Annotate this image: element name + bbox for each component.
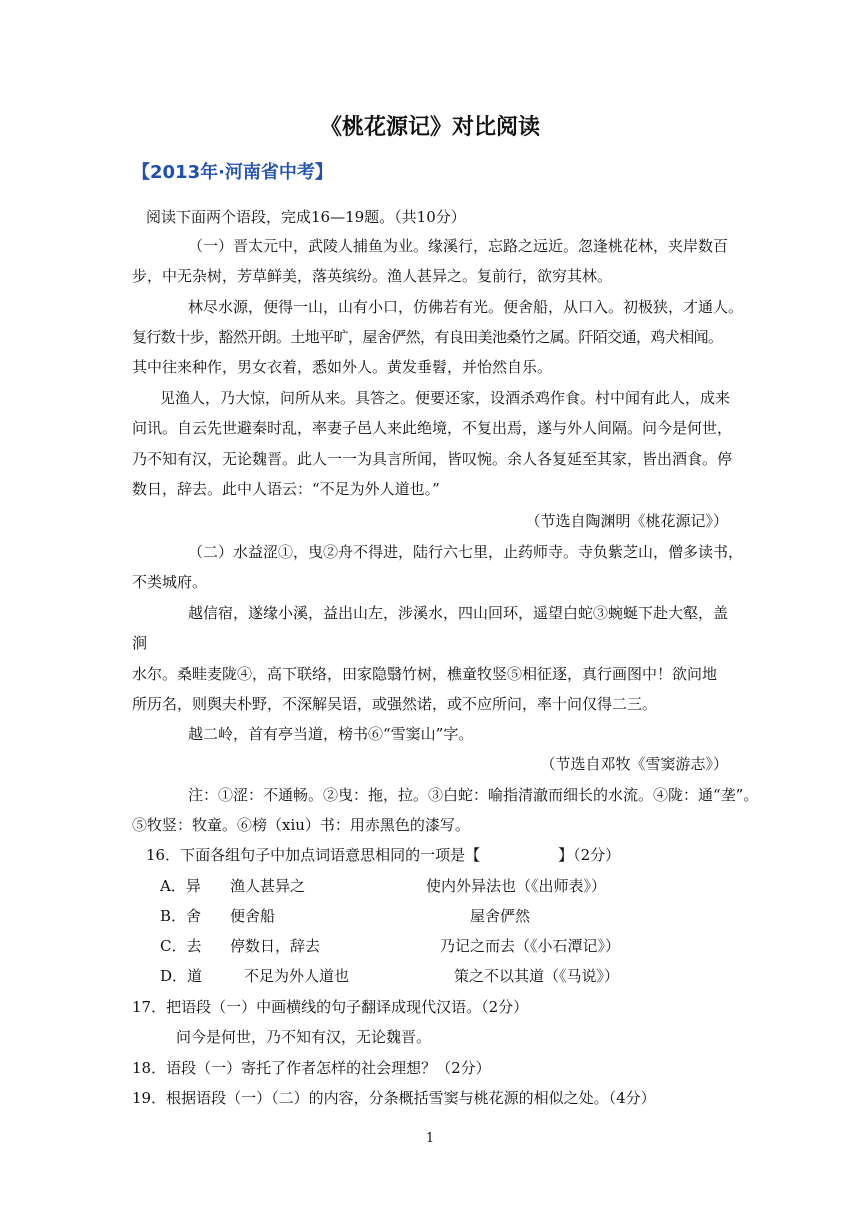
question-19-stem: 19．根据语段（一）（二）的内容，分条概括雪窦与桃花源的相似之处。（4分）: [132, 1089, 656, 1107]
passage2-line: 不类城府。: [132, 573, 208, 591]
option-a-text: 渔人甚异之: [230, 877, 306, 895]
document-title: 《桃花源记》对比阅读: [319, 115, 540, 140]
notes-line: ⑤牧竖：牧童。⑥榜（xiu）书：用赤黑色的漆写。: [132, 816, 470, 834]
option-letter: C．去: [160, 937, 202, 955]
option-b-text: 乃记之而去（《小石潭记》）: [440, 937, 621, 955]
question-17-sentence: 问今是何世，乃不知有汉，无论魏晋。: [176, 1028, 432, 1046]
passage1-line: 复行数十步，豁然开朗。土地平旷，屋舍俨然，有良田美池桑竹之属。阡陌交通，鸡犬相闻。: [132, 328, 723, 346]
question-16-points: 】（2分）: [558, 846, 621, 864]
passage2-line: 涧: [132, 634, 148, 652]
passage1-line: 问讯。自云先世避秦时乱，率妻子邑人来此绝境，不复出焉，遂与外人间隔。问今是何世，: [132, 419, 733, 437]
option-a-text: 停数日，辞去: [230, 937, 321, 955]
page-number: 1: [425, 1131, 435, 1146]
option-letter: B．舍: [160, 907, 202, 925]
option-letter: A．异: [160, 877, 201, 895]
passage1-line: （一）晋太元中，武陵人捕鱼为业。缘溪行，忘路之远近。忽逢桃花林，夹岸数百: [188, 237, 729, 255]
passage1-line: 林尽水源，便得一山，山有小口，仿佛若有光。便舍船，从口入。初极狭，才通人。: [188, 298, 744, 316]
question-17-stem: 17．把语段（一）中画横线的句子翻译成现代汉语。（2分）: [132, 998, 529, 1016]
passage1-line: 乃不知有汉，无论魏晋。此人一一为具言所闻，皆叹惋。余人各复延至其家，皆出酒食。停: [132, 450, 733, 468]
question-16-text: 16．下面各组句子中加点词语意思相同的一项是【: [146, 846, 481, 864]
option-a-text: 便舍船: [230, 907, 276, 925]
passage2-line: 越二岭，首有亭当道，榜书⑥“雪窦山”字。: [188, 725, 474, 743]
passage2-line: 所历名，则舆夫朴野，不深解吴语，或强然诺，或不应所问，率十问仅得二三。: [132, 695, 658, 713]
option-letter: D．道: [160, 967, 203, 985]
passage2-line: 越信宿，遂缘小溪，益出山左，涉溪水，四山回环，遥望白蛇③蜿蜒下赴大壑，盖: [188, 604, 729, 622]
option-b-text: 策之不以其道（《马说》）: [454, 967, 620, 985]
question-18-stem: 18．语段（一）寄托了作者怎样的社会理想？（2分）: [132, 1059, 491, 1077]
passage2-line: 水尔。桑畦麦陇④，高下联络，田家隐翳竹树，樵童牧竖⑤相征逐，真行画图中！欲问地: [132, 665, 718, 683]
notes-line: 注：①涩：不通畅。②曳：拖，拉。③白蛇：喻指清澈而细长的水流。④陇：通“垄”。: [188, 786, 759, 804]
passage1-line: 步，中无杂树，芳草鲜美，落英缤纷。渔人甚异之。复前行，欲穷其林。: [132, 267, 613, 285]
option-a-text: 不足为外人道也: [244, 967, 350, 985]
section-header: 【2013年·河南省中考】: [132, 162, 333, 183]
passage2-line: （二）水益涩①，曳②舟不得进，陆行六七里，止药师寺。寺负紫芝山，僧多读书，: [188, 543, 744, 561]
passage2-source: （节选自邓牧《雪窦游志》）: [540, 755, 728, 773]
passage1-line: 见渔人，乃大惊，问所从来。具答之。便要还家，设酒杀鸡作食。村中闻有此人，成来: [160, 389, 731, 407]
passage1-source: （节选自陶渊明《桃花源记》）: [525, 512, 728, 530]
question-16-stem: [146, 845, 620, 865]
passage1-line: 其中往来种作，男女衣着，悉如外人。黄发垂髫，并怡然自乐。: [132, 358, 553, 376]
option-b-text: 使内外异法也（《出师表》）: [426, 877, 607, 895]
passage1-line: 数日，辞去。此中人语云：“不足为外人道也。”: [132, 480, 440, 498]
option-b-text: 屋舍俨然: [470, 907, 531, 925]
instructions: 阅读下面两个语段，完成16—19题。（共10分）: [146, 208, 466, 226]
